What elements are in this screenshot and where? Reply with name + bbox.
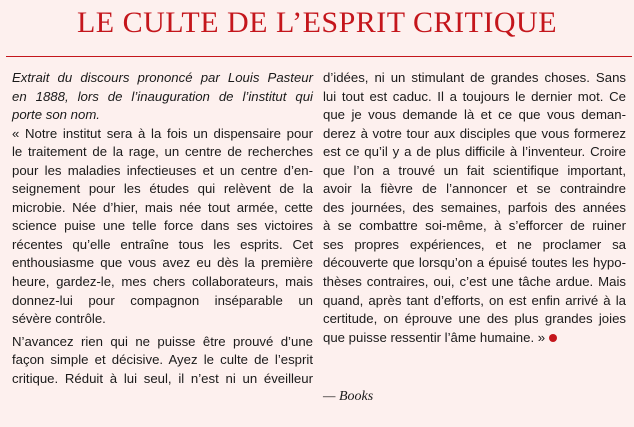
text-line: façon simple et décisive. Ayez le culte de l’esprit (12, 352, 313, 368)
closing-text: que puisse ressentir l’âme humaine. » (323, 329, 546, 345)
text-line: donnez-lui pour compagnon inséparable un (12, 292, 313, 308)
text-line: critique. Réduit à lui seul, il n’est ni un éveilleur (12, 370, 313, 386)
text-line: pour les maladies infectieuses et un centre d’en- (12, 162, 313, 178)
left-column (12, 69, 313, 388)
text-line: microbie. Née d’hier, mais née tout armée, cette (12, 199, 313, 215)
intro-line: Extrait du discours prononcé par Louis Pasteur (12, 70, 313, 85)
text-line: est ce qu’il y a de plus difficile à l’inventeur. Croire (323, 144, 626, 160)
intro-line: en 1888, lors de l’inauguration de l’institut qui (12, 88, 313, 104)
text-line: que l’on a trouvé un fait scientifique important, (323, 162, 626, 178)
text-line: récentes qu’elle entraîne tous les esprits. Cet (12, 236, 313, 252)
quote-paragraph-1 (12, 125, 313, 329)
text-line: ses propres expériences, et ne proclamer sa (323, 236, 626, 252)
text-line: thèses contraires, oui, c’est une tâche ardue. Mais (323, 274, 626, 290)
text-line: des journées, des semaines, parfois des années (323, 199, 626, 215)
text-line-last (323, 329, 626, 348)
intro-line: porte son nom. (12, 107, 100, 123)
quote-paragraph-2 (12, 333, 313, 389)
text-line: enthousiasme que vous avez eu dès la première (12, 255, 313, 271)
text-line: à se combattre soi-même, à s’efforcer de ruiner (323, 218, 626, 234)
text-line: sévère contrôle. (12, 311, 106, 327)
right-column (323, 69, 626, 347)
text-line: découverte que lorsqu’on a épuisé toutes les hypo- (323, 255, 626, 271)
text-line: quand, après tant d’efforts, on est enfin arrivé à la (323, 292, 626, 308)
intro-paragraph (12, 69, 313, 125)
text-line: seignement pour les études qui relèvent de la (12, 181, 313, 197)
text-line: N’avancez rien qui ne puisse être prouvé d’une (12, 333, 313, 349)
text-line: derez à votre tour aux disciples que vous formerez (323, 125, 626, 141)
text-line: le traitement de la rage, un centre de recherches (12, 144, 313, 160)
article-title: LE CULTE DE L’ESPRIT CRITIQUE (76, 6, 558, 39)
text-line: science puise une telle force dans ses victoires (12, 218, 313, 234)
text-line: heure, gardez-le, mes chers collaborateurs, mais (12, 274, 313, 290)
end-mark-dot-icon (549, 334, 557, 342)
title-divider (6, 56, 632, 57)
text-line: que je vous demande là et ce que vous deman- (323, 107, 626, 123)
text-line: avoir la fièvre de l’annoncer et se contraindre (323, 181, 626, 197)
text-line: « Notre institut sera à la fois un dispensaire pour (12, 125, 313, 141)
text-line: lui tout est caduc. Il a toujours le dernier mot. Ce (323, 88, 626, 104)
text-line: d’idées, ni un stimulant de grandes choses. Sans (323, 70, 626, 85)
text-line: certitude, on éprouve une des plus grandes joies (323, 311, 626, 327)
source-credit: — Books (323, 389, 374, 404)
